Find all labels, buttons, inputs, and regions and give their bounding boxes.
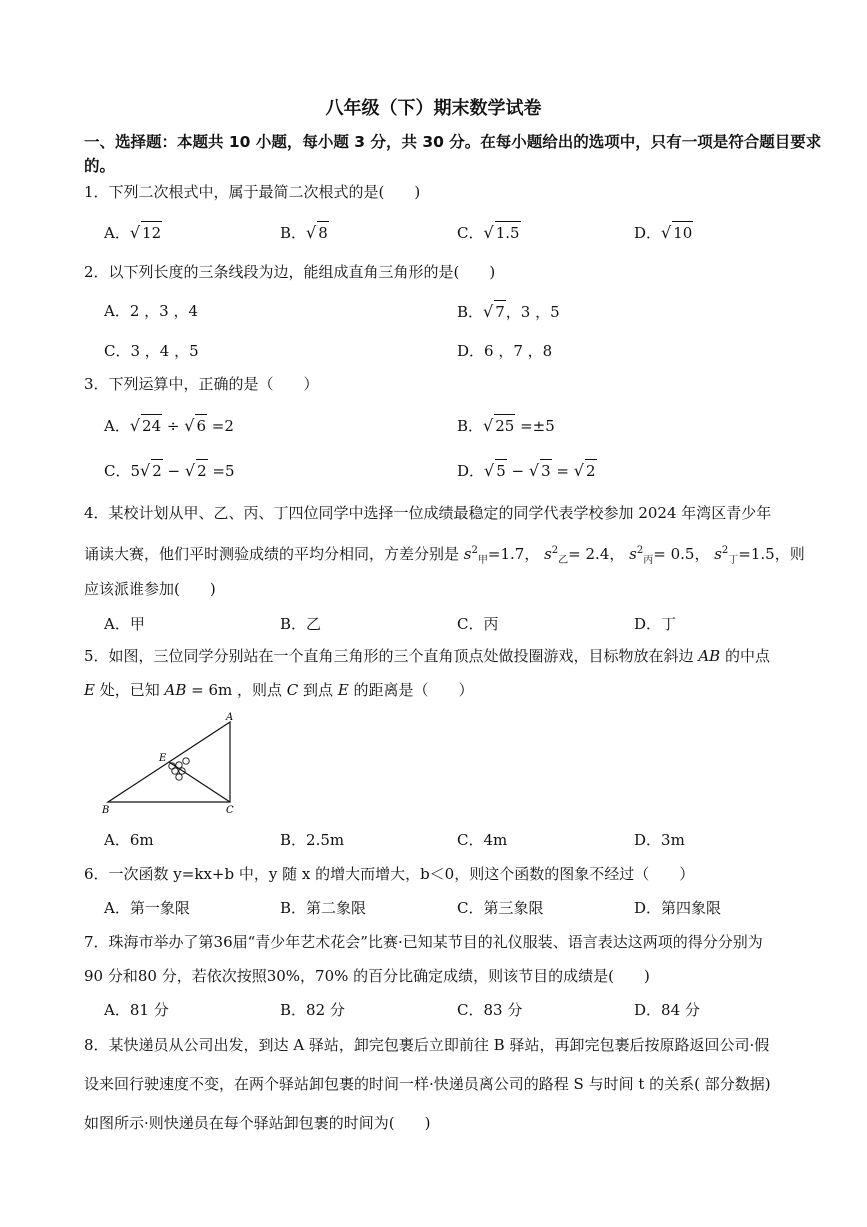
question-4-line-2: 诵读大赛，他们平时测验成绩的平均分相同，方差分别是 $s^2_甲=1.7$， $s^2_乙= 2.4$， $s^2_丙= 0.5$， $s^2_丁=1.5$，则 xyxy=(84,545,805,566)
question-5-line-2: E 处，已知 AB = 6m ，则点 C 到点 E 的距离是（ ） xyxy=(84,681,474,699)
q1-option-a: A．√ 12 xyxy=(104,223,162,242)
page-title: 八年级（下）期末数学试卷 xyxy=(325,98,542,119)
q2-option-b: B．√ 7，3 ，5 xyxy=(457,302,560,321)
q1-option-d: D．√ 10 xyxy=(634,223,693,242)
question-8-line-3: 如图所示·则快递员在每个驿站卸包裹的时间为( ) xyxy=(84,1114,431,1132)
q5-option-a: A．6m xyxy=(104,831,154,849)
question-8-line-2: 设来回行驶速度不变，在两个驿站卸包裹的时间一样·快递员离公司的路程 S 与时间 t 的关系( 部分数据) xyxy=(84,1075,771,1093)
q3-option-d: D．√ 5 − √ 3 = √ 2 xyxy=(457,461,596,480)
label-b: B xyxy=(102,805,110,816)
question-6-stem: 6．一次函数 y=kx+b 中，y 随 x 的增大而增大，b＜0，则这个函数的图象不经过（ ） xyxy=(84,865,695,883)
section-heading: 一、选择题：本题共 10 小题，每小题 3 分，共 30 分。在每小题给出的选项中，只有一项是符合题目要求的。 xyxy=(84,133,822,175)
q7-option-c: C．83 分 xyxy=(457,1001,523,1019)
q3-option-a: A．√ 24 ÷ √ 6 =2 xyxy=(104,416,234,435)
q7-option-a: A．81 分 xyxy=(104,1001,169,1019)
q6-option-c: C．第三象限 xyxy=(457,899,544,917)
question-4-line-1: 4．某校计划从甲、乙、丙、丁四位同学中选择一位成绩最稳定的同学代表学校参加 2024 年湾区青少年 xyxy=(84,504,772,522)
q2-option-c: C．3 ，4 ，5 xyxy=(104,342,199,360)
q5-option-b: B．2.5m xyxy=(280,831,345,849)
question-8-line-1: 8．某快递员从公司出发，到达 A 驿站，卸完包裹后立即前往 B 驿站，再卸完包裹后按原路返回公司·假 xyxy=(84,1036,770,1054)
q4-option-b: B．乙 xyxy=(280,615,322,633)
q7-option-b: B．82 分 xyxy=(280,1001,345,1019)
q3-option-c: C．5√ 2 − √ 2 =5 xyxy=(104,461,235,480)
label-a: A xyxy=(226,712,234,723)
q6-option-d: D．第四象限 xyxy=(634,899,722,917)
q4-option-d: D．丁 xyxy=(634,615,677,633)
q5-option-d: D．3m xyxy=(634,831,685,849)
q6-option-b: B．第二象限 xyxy=(280,899,367,917)
q1-option-c: C．√ 1.5 xyxy=(457,223,520,242)
question-7-line-1: 7．珠海市举办了第36届“青少年艺术花会”比赛·已知某节目的礼仪服装、语言表达这两项的得分分别为 xyxy=(84,933,763,951)
target-rings xyxy=(169,758,189,780)
q6-option-a: A．第一象限 xyxy=(104,899,190,917)
q4-option-a: A．甲 xyxy=(104,615,145,633)
right-triangle-figure xyxy=(100,712,245,820)
q3-option-b: B．√ 25 =±5 xyxy=(457,416,555,435)
q4-option-c: C．丙 xyxy=(457,615,499,633)
label-c: C xyxy=(226,805,234,816)
q5-option-c: C．4m xyxy=(457,831,508,849)
question-2-stem: 2．以下列长度的三条线段为边，能组成直角三角形的是( ) xyxy=(84,263,496,281)
question-1-stem: 1．下列二次根式中，属于最简二次根式的是( ) xyxy=(84,183,421,201)
question-7-line-2: 90 分和80 分，若依次按照30%，70% 的百分比确定成绩，则该节目的成绩是( ) xyxy=(84,967,650,985)
question-5-line-1: 5．如图，三位同学分别站在一个直角三角形的三个直角顶点处做投圈游戏，目标物放在斜边 AB 的中点 xyxy=(84,647,770,665)
q2-option-d: D．6 ，7 ，8 xyxy=(457,342,553,360)
q1-option-b: B．√ 8 xyxy=(280,223,328,242)
label-e: E xyxy=(159,753,167,764)
question-4-line-3: 应该派谁参加( ) xyxy=(84,580,216,598)
q7-option-d: D．84 分 xyxy=(634,1001,700,1019)
q2-option-a: A．2 ，3 ，4 xyxy=(104,302,198,320)
question-3-stem: 3．下列运算中，正确的是（ ） xyxy=(84,375,319,393)
